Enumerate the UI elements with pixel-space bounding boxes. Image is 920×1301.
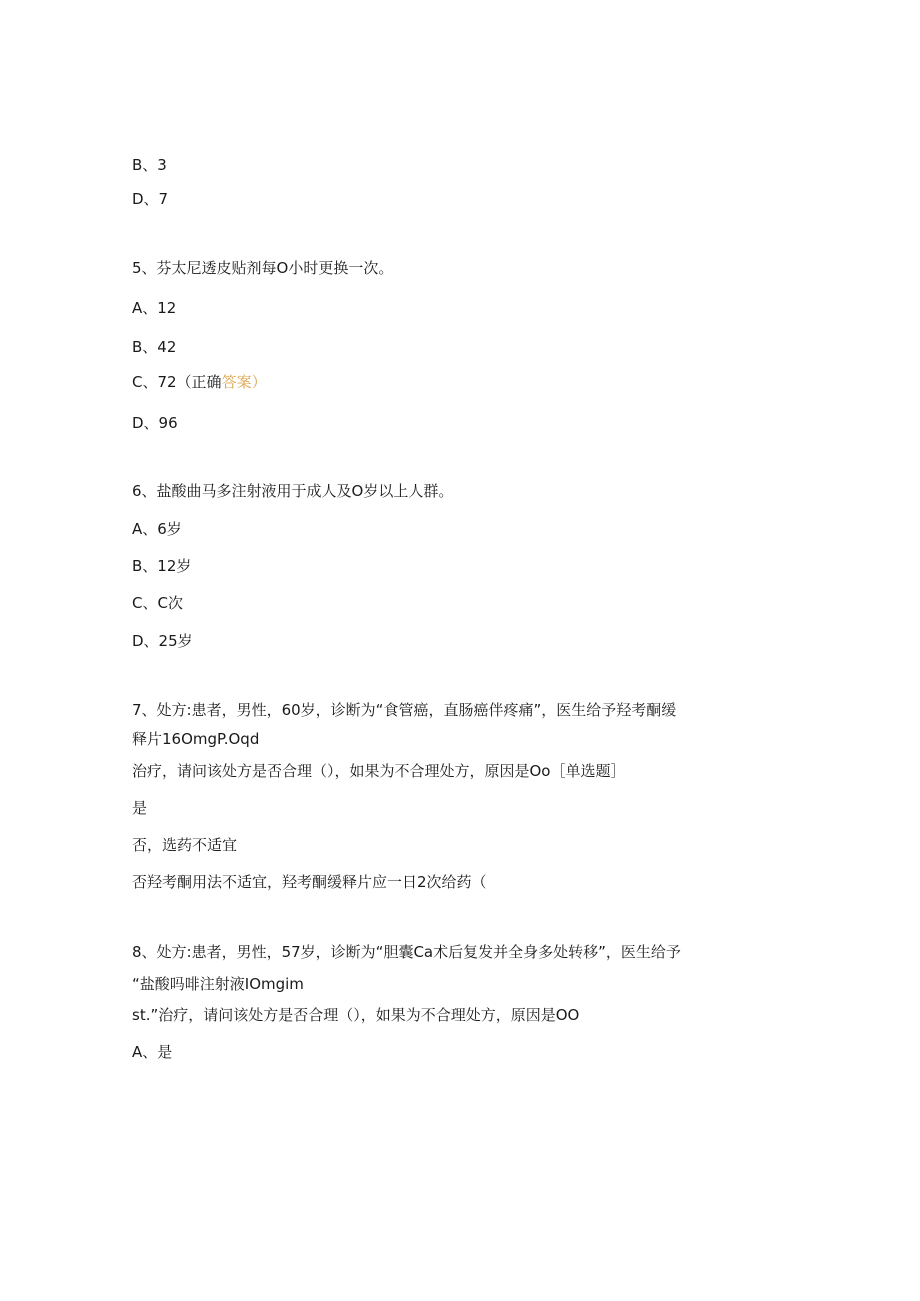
q8-option-a: A、是: [132, 1043, 173, 1061]
q8-stem-line2: “盐酸吗啡注射液IOmgim: [132, 975, 304, 993]
q4-option-d: D、7: [132, 190, 169, 208]
q5-option-a: A、12: [132, 299, 177, 317]
q5-option-b: B、42: [132, 338, 177, 356]
q7-option-1: 是: [132, 799, 148, 817]
q4-option-b: B、3: [132, 156, 167, 174]
q6-option-b: B、12岁: [132, 557, 192, 575]
q7-option-3: 否羟考酮用法不适宜，羟考酮缓释片应一日2次给药（: [132, 873, 487, 891]
q5-option-c-text: C、72（正确: [132, 373, 222, 391]
q6-option-c: C、C次: [132, 594, 183, 612]
q5-option-c: [132, 372, 267, 392]
q8-stem-line3: st.”治疗，请问该处方是否合理（），如果为不合理处方，原因是OO: [132, 1006, 580, 1024]
q7-option-2: 否，选药不适宜: [132, 836, 238, 854]
q7-stem-line1: 7、处方:患者，男性，60岁，诊断为“食管癌，直肠癌伴疼痛”，医生给予羟考酮缓: [132, 701, 677, 719]
q6-stem: 6、盐酸曲马多注射液用于成人及O岁以上人群。: [132, 482, 454, 500]
q5-answer-highlight: 答案）: [221, 373, 267, 391]
q6-option-d: D、25岁: [132, 632, 193, 650]
q6-option-a: A、6岁: [132, 520, 182, 538]
q8-stem-line1: 8、处方:患者，男性，57岁，诊断为“胆囊Ca术后复发并全身多处转移”，医生给予: [132, 943, 681, 961]
q5-option-d: D、96: [132, 414, 178, 432]
q5-stem: 5、芬太尼透皮贴剂每O小时更换一次。: [132, 259, 394, 277]
q7-stem-line3: 治疗，请问该处方是否合理（），如果为不合理处方，原因是Oo［单选题］: [132, 762, 626, 780]
q7-stem-line2: 释片16OmgP.Oqd: [132, 730, 260, 748]
